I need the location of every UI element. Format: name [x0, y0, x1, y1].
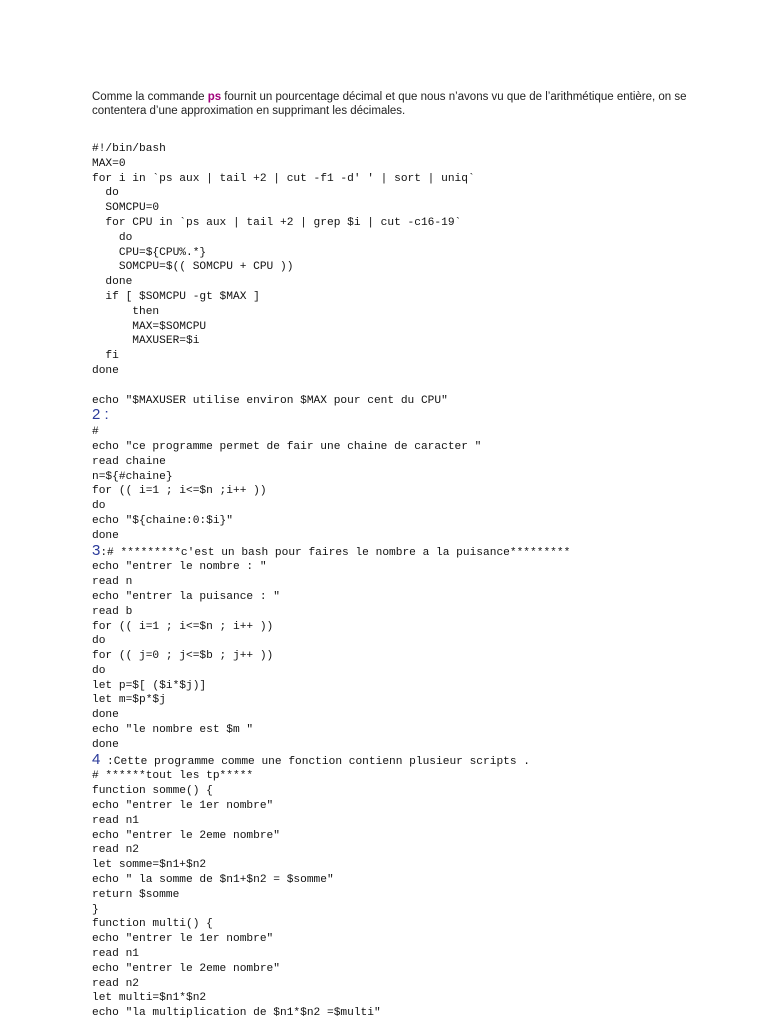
code-line: echo "entrer le 1er nombre" — [92, 800, 274, 813]
code-line: do — [92, 231, 133, 244]
section4-first-line: :Cette programme comme une fonction contienn plusieur scripts . — [100, 755, 531, 768]
document-page — [92, 90, 692, 1021]
code-line: # — [92, 426, 99, 439]
code-line: let p=$[ ($i*$j)] — [92, 679, 207, 692]
intro-text-after: fournit un pourcentage décimal et que nous n’avons vu que de l’arithmétique entière, on se contentera d’une approximation en supprimant les décimales. — [92, 91, 687, 117]
code-line: do — [92, 635, 106, 648]
section3-code — [92, 560, 692, 752]
code-line: read n1 — [92, 814, 139, 827]
code-line: echo "ce programme permet de fair une chaine de caracter " — [92, 440, 482, 453]
script1-code — [92, 142, 692, 379]
code-line: do — [92, 187, 119, 200]
code-line: for CPU in `ps aux | tail +2 | grep $i | cut -c16-19` — [92, 216, 462, 229]
code-line: let m=$p*$j — [92, 694, 166, 707]
code-line: MAX=$SOMCPU — [92, 320, 207, 333]
code-line: echo "entrer le nombre : " — [92, 561, 267, 574]
code-line: echo "${chaine:0:$i}" — [92, 514, 233, 527]
code-line: SOMCPU=0 — [92, 202, 160, 215]
intro-paragraph — [92, 90, 692, 118]
blank-line — [92, 379, 692, 394]
section3-number: 3 — [92, 541, 101, 559]
code-line: fi — [92, 350, 119, 363]
section2-code — [92, 425, 692, 543]
code-line: if [ $SOMCPU -gt $MAX ] — [92, 290, 260, 303]
code-line: MAXUSER=$i — [92, 335, 200, 348]
code-line: do — [92, 500, 106, 513]
intro-text-before: Comme la commande — [92, 91, 208, 103]
code-line: } — [92, 903, 99, 916]
code-line: done — [92, 529, 119, 542]
section3-first-line: :# *********c'est un bash pour faires le nombre a la puisance********* — [100, 546, 571, 559]
intro-command: ps — [207, 91, 222, 103]
code-line: function somme() { — [92, 785, 213, 798]
code-line: echo "la multiplication de $n1*$n2 =$multi" — [92, 1007, 381, 1020]
section2-number: 2 : — [92, 406, 109, 424]
code-line: echo "entrer le 2eme nombre" — [92, 962, 280, 975]
code-line: done — [92, 738, 119, 751]
code-line: echo "le nombre est $m " — [92, 724, 254, 737]
code-line: SOMCPU=$(( SOMCPU + CPU )) — [92, 261, 294, 274]
code-line: read n2 — [92, 844, 139, 857]
section4-code — [92, 769, 692, 1021]
code-line: for (( i=1 ; i<=$n ; i++ )) — [92, 620, 274, 633]
section4-number: 4 — [92, 750, 101, 768]
code-line: let somme=$n1+$n2 — [92, 859, 207, 872]
code-line: done — [92, 709, 119, 722]
code-line: for i in `ps aux | tail +2 | cut -f1 -d' ' | sort | uniq` — [92, 172, 475, 185]
code-line: CPU=${CPU%.*} — [92, 246, 207, 259]
code-line: read n2 — [92, 977, 139, 990]
code-line: echo "entrer le 1er nombre" — [92, 933, 274, 946]
code-line: done — [92, 276, 133, 289]
script1-echo-line: echo "$MAXUSER utilise environ $MAX pour cent du CPU" — [92, 394, 448, 407]
code-line: MAX=0 — [92, 157, 126, 170]
code-line: for (( j=0 ; j<=$b ; j++ )) — [92, 650, 274, 663]
code-line: echo "entrer le 2eme nombre" — [92, 829, 280, 842]
code-line: echo "entrer la puisance : " — [92, 590, 280, 603]
code-line: echo " la somme de $n1+$n2 = $somme" — [92, 874, 334, 887]
code-line: do — [92, 664, 106, 677]
code-line: read n — [92, 576, 133, 589]
section4-heading — [92, 750, 692, 770]
code-line: #!/bin/bash — [92, 143, 166, 155]
code-line: for (( i=1 ; i<=$n ;i++ )) — [92, 485, 267, 498]
code-line: n=${#chaine} — [92, 470, 173, 483]
code-line: function multi() { — [92, 918, 213, 931]
code-line: read n1 — [92, 948, 139, 961]
code-line: then — [92, 305, 160, 318]
code-line: # ******tout les tp***** — [92, 770, 254, 783]
code-line: return $somme — [92, 888, 180, 901]
section3-heading — [92, 541, 692, 561]
code-line: done — [92, 364, 119, 377]
code-line: read chaine — [92, 455, 166, 468]
code-line: read b — [92, 605, 133, 618]
section2-heading — [92, 408, 692, 425]
code-line: let multi=$n1*$n2 — [92, 992, 207, 1005]
